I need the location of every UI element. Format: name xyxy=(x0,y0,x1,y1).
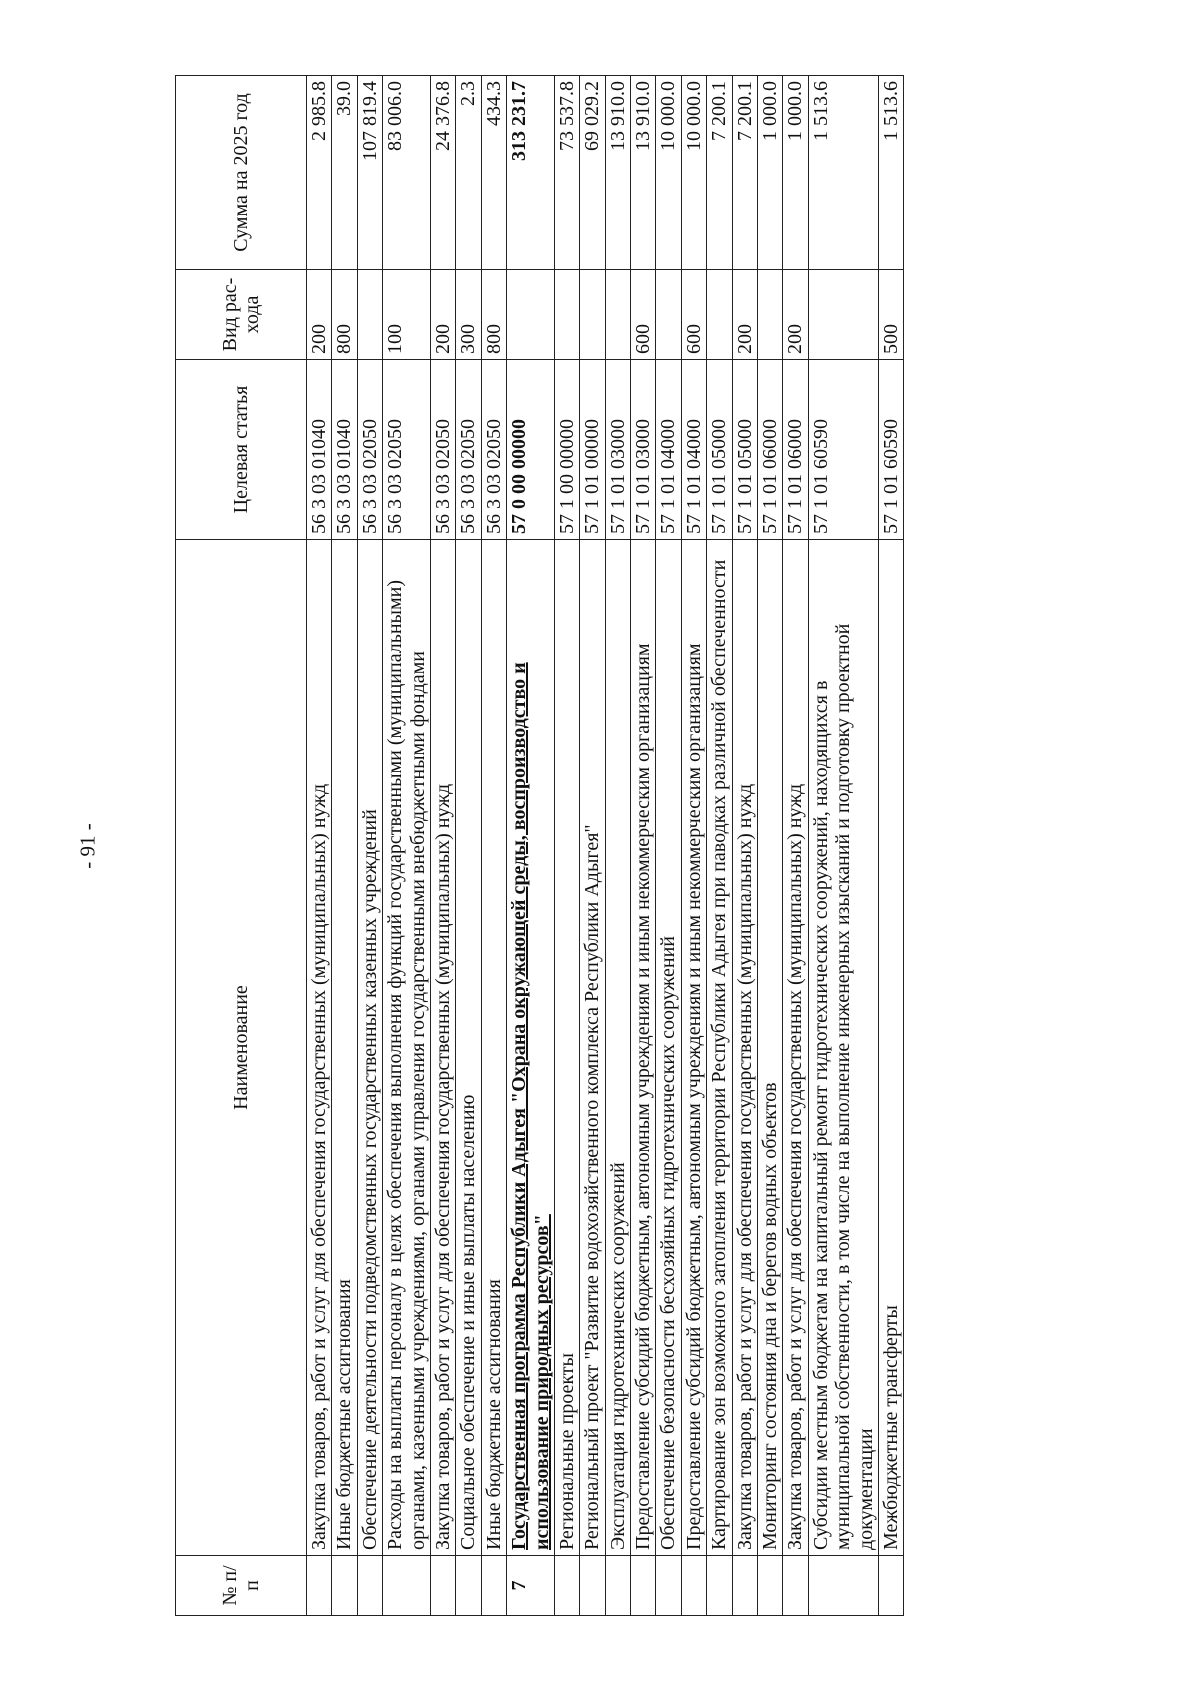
row-target-code: 57 1 01 06000 xyxy=(758,360,783,540)
row-number xyxy=(456,1556,481,1616)
row-expense-kind xyxy=(808,270,878,360)
table-row xyxy=(656,76,681,1616)
row-expense-kind xyxy=(605,270,630,360)
row-expense-kind xyxy=(507,270,555,360)
row-target-code: 56 3 03 02050 xyxy=(383,360,431,540)
row-number xyxy=(332,1556,357,1616)
row-expense-kind: 200 xyxy=(430,270,455,360)
row-expense-kind xyxy=(656,270,681,360)
row-target-code: 57 1 01 04000 xyxy=(681,360,706,540)
row-amount: 10 000.0 xyxy=(656,76,681,270)
page-number: - 91 - xyxy=(75,823,100,869)
row-amount: 10 000.0 xyxy=(681,76,706,270)
row-expense-kind: 300 xyxy=(456,270,481,360)
row-target-code: 56 3 03 02050 xyxy=(481,360,506,540)
row-expense-kind: 100 xyxy=(383,270,431,360)
row-number xyxy=(554,1556,579,1616)
row-target-code: 56 3 03 02050 xyxy=(357,360,382,540)
row-amount: 2 985.8 xyxy=(307,76,332,270)
table-row xyxy=(808,76,878,1616)
row-number xyxy=(758,1556,783,1616)
row-number xyxy=(631,1556,656,1616)
table-row xyxy=(430,76,455,1616)
row-number xyxy=(605,1556,630,1616)
table-row xyxy=(631,76,656,1616)
row-name-text: Иные бюджетные ассигнования xyxy=(482,1279,505,1550)
row-target-code: 57 0 00 00000 xyxy=(507,360,555,540)
row-number xyxy=(580,1556,605,1616)
row-number xyxy=(307,1556,332,1616)
row-expense-kind: 500 xyxy=(878,270,903,360)
row-name-text: Субсидии местным бюджетам на капитальный ремонт гидротехнических сооружений, находящихся в муниципальной собственности, в том числе на выполнение инженерных изысканий и подготовку проектной документации xyxy=(809,623,877,1550)
row-number xyxy=(707,1556,732,1616)
table-row xyxy=(507,76,555,1616)
table-row xyxy=(732,76,757,1616)
table-row xyxy=(481,76,506,1616)
row-amount: 107 819.4 xyxy=(357,76,382,270)
row-number xyxy=(383,1556,431,1616)
row-target-code: 56 3 03 01040 xyxy=(332,360,357,540)
row-number xyxy=(783,1556,808,1616)
row-name xyxy=(783,540,808,1556)
row-amount: 39.0 xyxy=(332,76,357,270)
row-expense-kind: 600 xyxy=(631,270,656,360)
row-target-code: 57 1 01 04000 xyxy=(656,360,681,540)
row-name-text: Предоставление субсидий бюджетным, автономным учреждениям и иным некоммерческим организациям xyxy=(682,643,705,1550)
row-name-text: Региональные проекты xyxy=(555,1353,578,1550)
row-name xyxy=(758,540,783,1556)
row-name xyxy=(383,540,431,1556)
row-name-text: Закупка товаров, работ и услуг для обеспечения государственных (муниципальных) нужд xyxy=(308,783,330,1550)
table-row xyxy=(878,76,903,1616)
table-row xyxy=(383,76,431,1616)
row-name xyxy=(507,540,555,1556)
table-row xyxy=(580,76,605,1616)
table-row xyxy=(783,76,808,1616)
row-name xyxy=(332,540,357,1556)
row-amount: 69 029.2 xyxy=(580,76,605,270)
row-target-code: 57 1 01 05000 xyxy=(732,360,757,540)
row-name-text: Мониторинг состояния дна и берегов водных объектов xyxy=(759,1082,782,1550)
row-name-text: Региональный проект "Развитие водохозяйственного комплекса Республики Адыгея" xyxy=(581,824,604,1550)
budget-table xyxy=(175,75,904,1616)
row-name xyxy=(808,540,878,1556)
row-name-text: Картирование зон возможного затопления территории Республики Адыгея при паводках различной обеспеченности xyxy=(708,559,731,1550)
header-kind: Вид рас-хода xyxy=(176,270,307,360)
row-number xyxy=(357,1556,382,1616)
row-name xyxy=(732,540,757,1556)
row-target-code: 57 1 01 60590 xyxy=(878,360,903,540)
table-row xyxy=(707,76,732,1616)
row-expense-kind: 800 xyxy=(332,270,357,360)
row-name-text: Закупка товаров, работ и услуг для обеспечения государственных (муниципальных) нужд xyxy=(733,783,756,1550)
row-expense-kind: 800 xyxy=(481,270,506,360)
row-name xyxy=(707,540,732,1556)
row-amount: 1 513.6 xyxy=(808,76,878,270)
row-amount: 73 537.8 xyxy=(554,76,579,270)
table-row xyxy=(357,76,382,1616)
table-row xyxy=(605,76,630,1616)
row-target-code: 56 3 03 02050 xyxy=(456,360,481,540)
table-row xyxy=(307,76,332,1616)
row-name-text: Расходы на выплаты персоналу в целях обеспечения выполнения функций государственными (муниципальными) органами, казенными учреждениями, органами управления государственными внебюджетными фондами xyxy=(384,579,429,1550)
budget-table-sheet xyxy=(175,76,1025,1616)
row-name-text: Межбюджетные трансферты xyxy=(879,1305,902,1550)
header-name: Наименование xyxy=(176,540,307,1556)
row-target-code: 57 1 00 00000 xyxy=(554,360,579,540)
row-name-text: Государственная программа Республики Адыгея "Охрана окружающей среды, воспроизводство и использование природных ресурсов" xyxy=(508,662,553,1550)
row-amount: 1 000.0 xyxy=(783,76,808,270)
row-number xyxy=(430,1556,455,1616)
row-amount: 1 513.6 xyxy=(878,76,903,270)
row-expense-kind: 200 xyxy=(732,270,757,360)
row-name xyxy=(456,540,481,1556)
row-expense-kind: 600 xyxy=(681,270,706,360)
row-name xyxy=(481,540,506,1556)
row-name xyxy=(554,540,579,1556)
table-row xyxy=(554,76,579,1616)
table-header-row xyxy=(176,76,307,1616)
row-name-text: Закупка товаров, работ и услуг для обеспечения государственных (муниципальных) нужд xyxy=(784,783,807,1550)
row-target-code: 56 3 03 01040 xyxy=(307,360,332,540)
row-name-text: Закупка товаров, работ и услуг для обеспечения государственных (муниципальных) нужд xyxy=(431,783,454,1550)
row-name xyxy=(681,540,706,1556)
row-amount: 13 910.0 xyxy=(631,76,656,270)
row-amount: 83 006.0 xyxy=(383,76,431,270)
row-name xyxy=(656,540,681,1556)
row-name xyxy=(357,540,382,1556)
row-number xyxy=(481,1556,506,1616)
table-row xyxy=(758,76,783,1616)
row-target-code: 56 3 03 02050 xyxy=(430,360,455,540)
header-num: № п/п xyxy=(176,1556,307,1616)
row-expense-kind xyxy=(554,270,579,360)
row-name-text: Обеспечение деятельности подведомственных государственных казенных учреждений xyxy=(358,809,381,1550)
row-number xyxy=(656,1556,681,1616)
row-number: 7 xyxy=(507,1556,555,1616)
row-number xyxy=(681,1556,706,1616)
row-name xyxy=(605,540,630,1556)
row-expense-kind: 200 xyxy=(783,270,808,360)
row-amount: 1 000.0 xyxy=(758,76,783,270)
row-name xyxy=(580,540,605,1556)
row-name-text: Социальное обеспечение и иные выплаты населению xyxy=(457,1094,480,1550)
row-number xyxy=(732,1556,757,1616)
row-amount: 434.3 xyxy=(481,76,506,270)
row-amount: 7 200.1 xyxy=(732,76,757,270)
row-name-text: Обеспечение безопасности бесхозяйных гидротехнических сооружений xyxy=(657,936,680,1550)
row-target-code: 57 1 01 03000 xyxy=(631,360,656,540)
row-name-text: Эксплуатация гидротехнических сооружений xyxy=(606,1162,629,1550)
row-target-code: 57 1 01 60590 xyxy=(808,360,878,540)
row-target-code: 57 1 01 05000 xyxy=(707,360,732,540)
row-amount: 2.3 xyxy=(456,76,481,270)
row-number xyxy=(878,1556,903,1616)
row-target-code: 57 1 01 06000 xyxy=(783,360,808,540)
row-name xyxy=(430,540,455,1556)
table-body xyxy=(307,76,904,1616)
table-row xyxy=(332,76,357,1616)
row-name-text: Предоставление субсидий бюджетным, автономным учреждениям и иным некоммерческим организациям xyxy=(632,643,655,1550)
header-amount: Сумма на 2025 год xyxy=(176,76,307,270)
row-name-text: Иные бюджетные ассигнования xyxy=(333,1279,356,1550)
header-code: Целевая статья xyxy=(176,360,307,540)
table-row xyxy=(456,76,481,1616)
table-row xyxy=(681,76,706,1616)
row-amount: 13 910.0 xyxy=(605,76,630,270)
row-amount: 313 231.7 xyxy=(507,76,555,270)
row-number xyxy=(808,1556,878,1616)
row-expense-kind: 200 xyxy=(307,270,332,360)
row-expense-kind xyxy=(357,270,382,360)
row-target-code: 57 1 01 03000 xyxy=(605,360,630,540)
row-amount: 7 200.1 xyxy=(707,76,732,270)
row-expense-kind xyxy=(758,270,783,360)
row-expense-kind xyxy=(707,270,732,360)
row-name xyxy=(631,540,656,1556)
row-target-code: 57 1 01 00000 xyxy=(580,360,605,540)
row-name xyxy=(878,540,903,1556)
row-expense-kind xyxy=(580,270,605,360)
row-amount: 24 376.8 xyxy=(430,76,455,270)
row-name xyxy=(307,540,332,1556)
